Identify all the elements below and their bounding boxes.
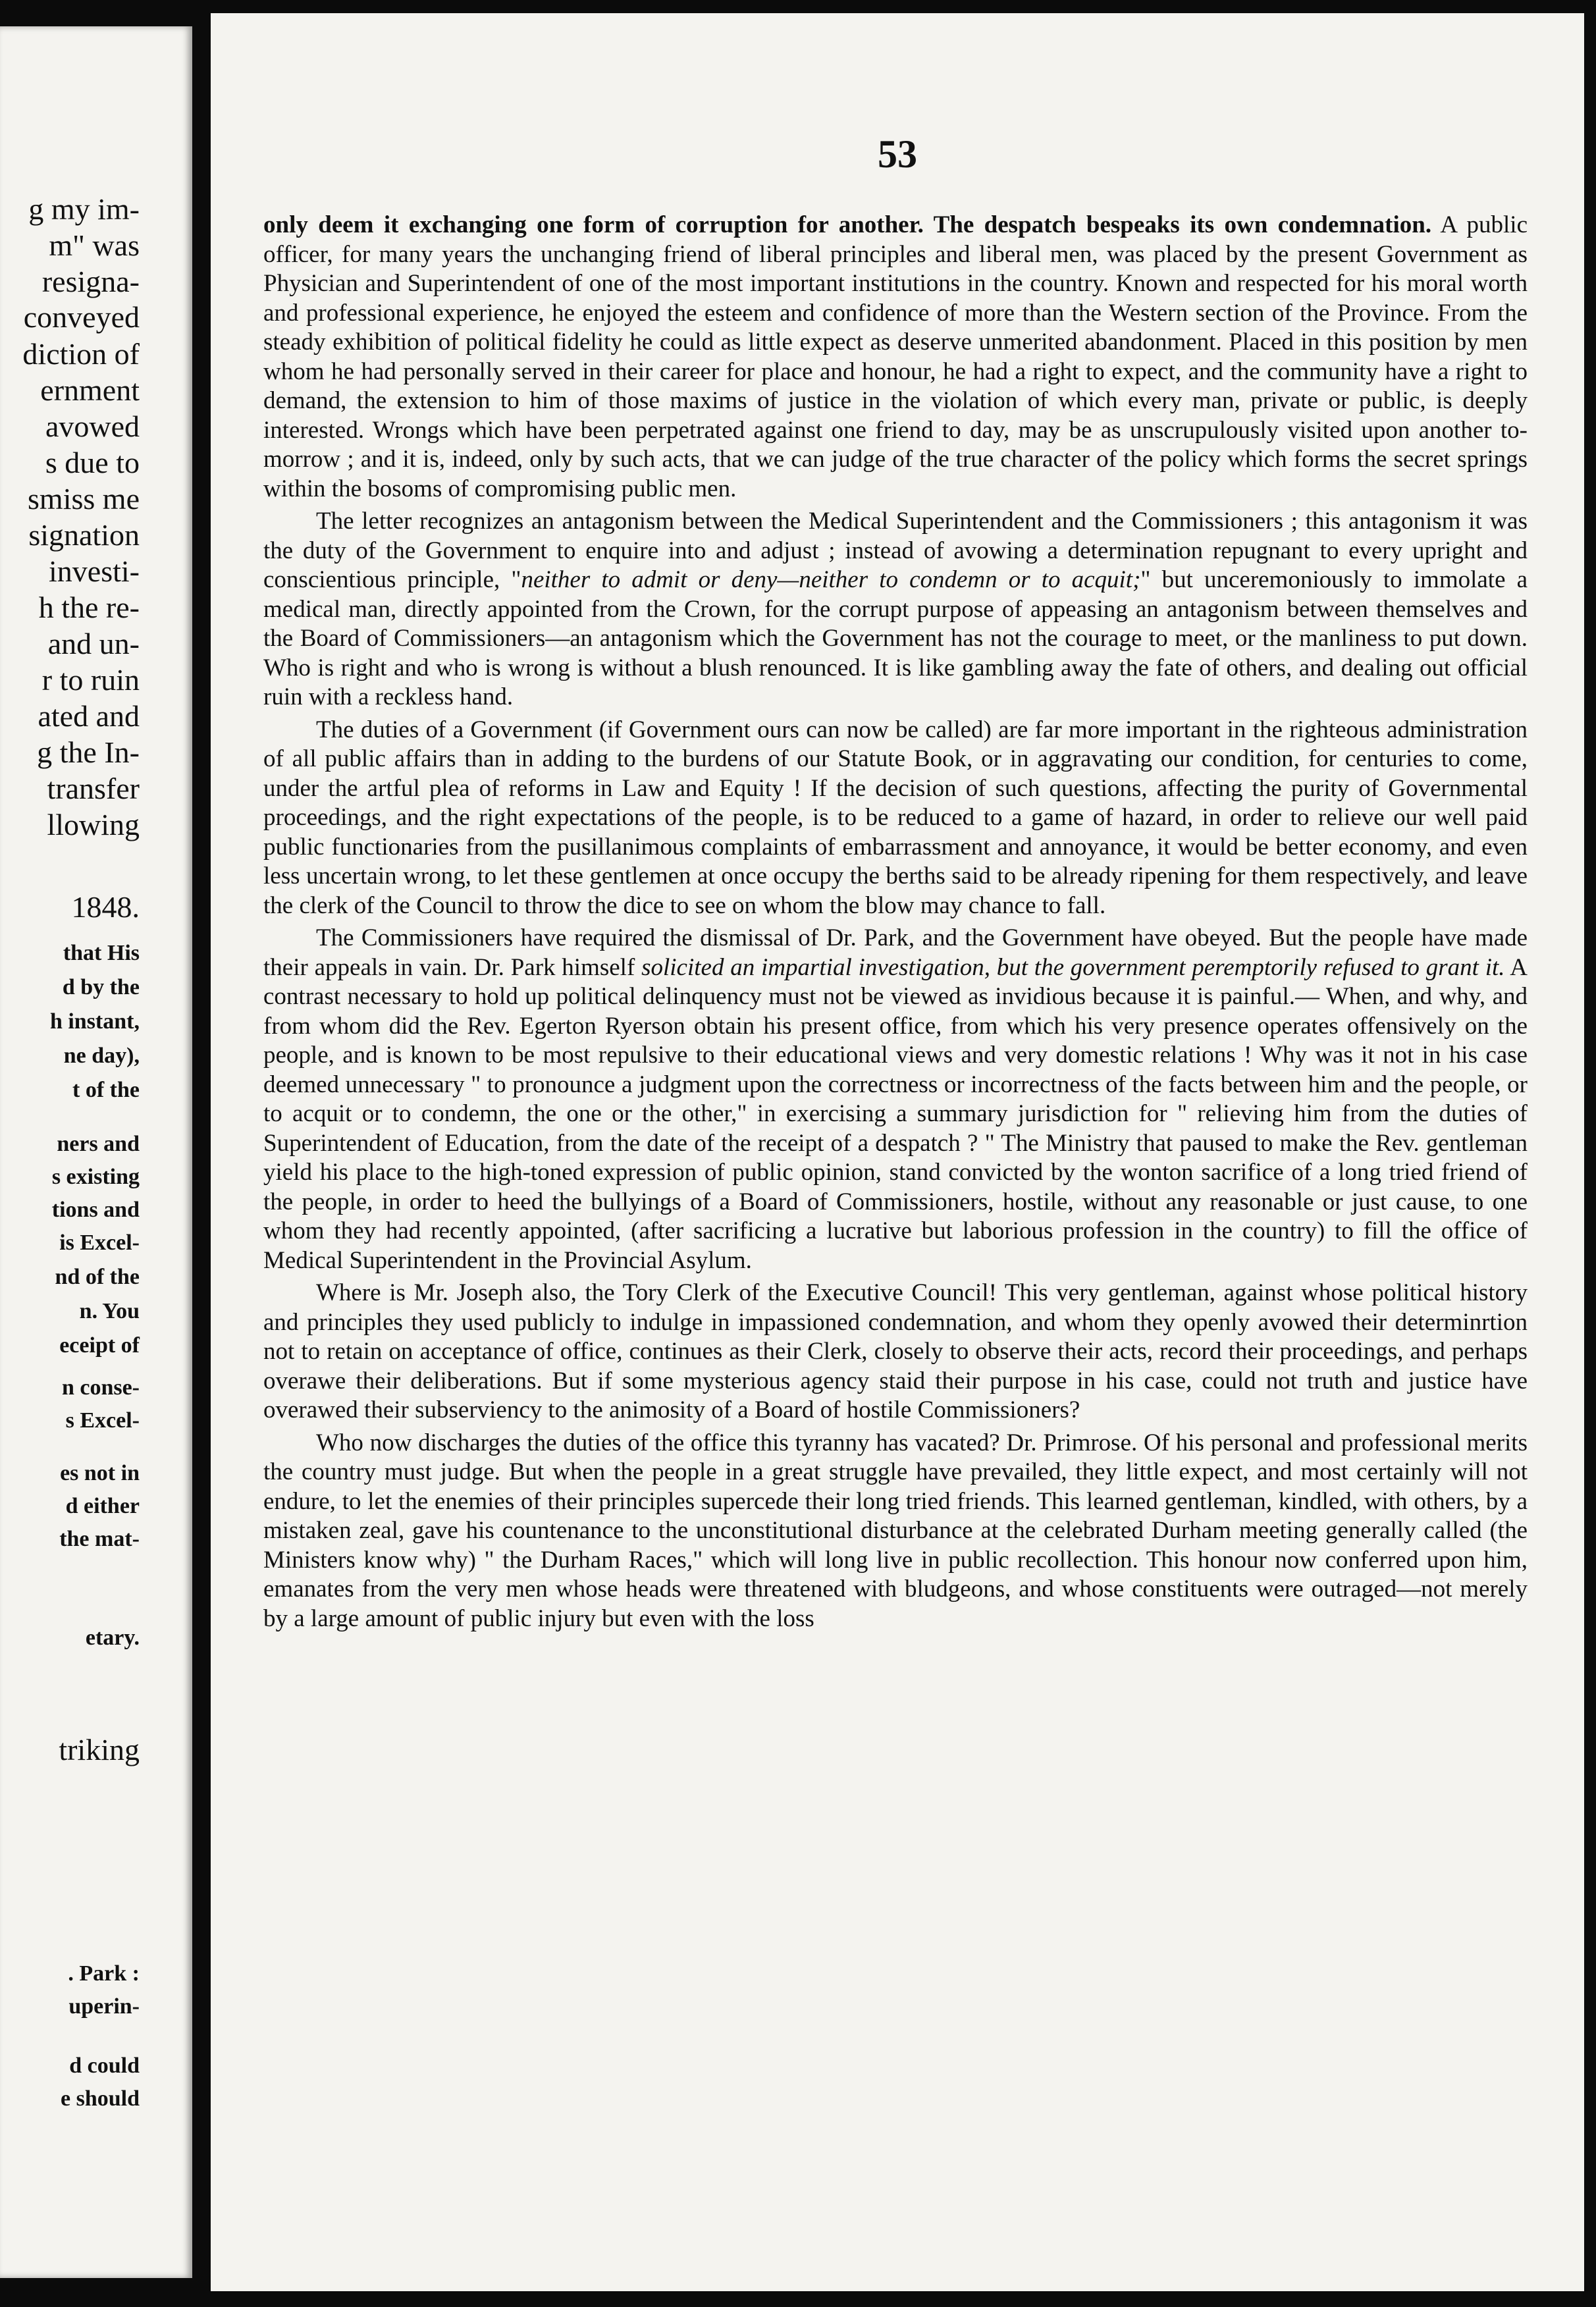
left-page-text-line: d could [69, 2054, 140, 2078]
text-run: neither to admit or deny—neither to condemn or to acquit; [521, 566, 1141, 593]
left-page-text-line: eceipt of [59, 1333, 140, 1358]
left-page-text-line: conveyed [23, 300, 140, 334]
left-page-text-line: d by the [62, 975, 140, 999]
text-run: solicited an impartial investigation, but the government peremptorily refused to grant it. [641, 953, 1505, 981]
left-page-text-line: 1848. [71, 890, 140, 924]
paragraph [263, 1429, 1528, 1634]
paragraph [263, 211, 1528, 504]
left-page-text-line: is Excel- [59, 1231, 140, 1255]
left-page-text-line: diction of [22, 337, 140, 371]
left-page-text-line: and un- [47, 627, 140, 660]
left-page-text-line: ners and [57, 1132, 140, 1156]
left-page-text-line: s existing [51, 1165, 140, 1189]
left-page-text-line: that His [63, 941, 140, 965]
paragraph [263, 507, 1528, 712]
left-page-text-line: g the In- [37, 735, 140, 769]
left-page-text-line: s Excel- [65, 1408, 140, 1433]
text-run: The Commissioners have required the dismissal of Dr. Park, and the Government have obeyed. But the people have made their appeals in vain. Dr. Park himself [263, 924, 1528, 981]
left-page-text-line: ne day), [63, 1044, 140, 1068]
left-page-text-line: . Park : [68, 1961, 140, 1986]
left-page-text-line: t of the [72, 1078, 140, 1102]
left-page-fragment [0, 26, 192, 2278]
left-page-text-line: ernment [40, 373, 140, 407]
paragraph [263, 716, 1528, 921]
left-page-text-line: n conse- [61, 1375, 140, 1400]
left-page-text-line: triking [59, 1733, 140, 1766]
text-run: " but unceremoniously to immolate a medical man, directly appointed from the Crown, for the corrupt purpose of appeasing an antagonism between themselves and the Board of Commissioners—an antagonism which the Government has not the courage to meet, or the manliness to put down. Who is right and who is wrong is without a blush renounced. It is like gambling away the fate of others, and dealing out official ruin with a reckless hand. [263, 566, 1528, 710]
left-page-text-line: etary. [85, 1626, 140, 1650]
left-page-text-line: d either [65, 1494, 140, 1518]
left-page-text-line: transfer [47, 772, 140, 805]
document-page [211, 13, 1584, 2291]
paragraph [263, 924, 1528, 1275]
left-page-text-line: es not in [60, 1461, 140, 1485]
left-page-text-line: the mat- [59, 1527, 140, 1551]
text-run: Where is Mr. Joseph also, the Tory Clerk of the Executive Council! This very gentleman, against whose political history and principles they used publicly to indulge in impassioned condemnation, and whom they openly avowed their determinrtion not to retain on acceptance of office, continues as their Clerk, closely to observe their acts, record their proceedings, and perhaps overawe their deliberations. But if some mysterious agency staid their purpose in his case, could not truth and justice have overawed their subserviency to the animosity of a Board of hostile Commissioners? [263, 1279, 1528, 1423]
left-page-text-line: h instant, [49, 1009, 140, 1034]
page-number: 53 [878, 132, 917, 176]
left-page-text-line: ated and [38, 699, 140, 733]
left-page-text-line: nd of the [55, 1265, 140, 1289]
left-page-text-line: s due to [45, 446, 140, 479]
left-page-text-line: r to ruin [41, 663, 140, 697]
left-page-text-line: smiss me [28, 482, 140, 516]
text-run: Who now discharges the duties of the office this tyranny has vacated? Dr. Primrose. Of his personal and professional merits the country must judge. But when the people in a great struggle have prevailed, they little expect, and most certainly will not endure, to let the enemies of their principles supercede their long tried friends. This learned gentleman, kindled, with others, by a mistaken zeal, gave his countenance to the unconstitutional disturbance at the celebrated Durham meeting generally called (the Ministers know why) " the Durham Races," which will long live in public recollection. This honour now conferred upon him, emanates from the very men whose heads were threatened with bludgeons, and whose constituents were outraged—not merely by a large amount of public injury but even with the loss [263, 1429, 1528, 1632]
body-text [263, 211, 1528, 1637]
left-page-text-line: m" was [49, 228, 140, 262]
left-page-text-line: tions and [51, 1198, 140, 1222]
left-page-text-line: investi- [49, 554, 140, 588]
left-page-text-line: h the re- [38, 591, 140, 624]
left-page-text-line: avowed [45, 410, 140, 443]
left-page-text-line: signation [28, 518, 140, 552]
text-run: only deem it exchanging one form of corruption for another. The despatch bespeaks its own condemnation. [263, 211, 1432, 238]
left-page-text-line: resigna- [41, 265, 140, 298]
left-page-text-line: n. You [79, 1299, 140, 1323]
text-run: The letter recognizes an antagonism between the Medical Superintendent and the Commissioners ; this antagonism it was the duty of the Government to enquire into and adjust ; instead of avowing a determination repugnant to every upright and conscientious principle, " [263, 508, 1528, 593]
text-run: A contrast necessary to hold up political delinquency must not be viewed as invidious because it is painful.— When, and why, and from whom did the Rev. Egerton Ryerson obtain his present office, from which his very presence operates offensively on the people, and is known to be most repulsive to their educational views and very domestic relations ! Why was it not in his case deemed unnecessary " to pronounce a judgment upon the correctness or incorrectness of the facts between him and the people, or to acquit or to condemn, the one or the other," in exercising a summary jurisdiction for " relieving him from the duties of Superintendent of Education, from the date of the receipt of a despatch ? " The Ministry that paused to make the Rev. gentleman yield his place to the high-toned expression of public opinion, stand convicted by the wonton sacrifice of a long tried friend of the people, in order to heed the bullyings of a Board of Commissioners, hostile, without any reasonable or just cause, to one whom they had recently appointed, (after sacrificing a lucrative but laborious profession in the country) to fill the office of Medical Superintendent in the Provincial Asylum. [263, 953, 1528, 1274]
left-page-text-line: llowing [47, 808, 140, 841]
left-page-text-line: e should [61, 2086, 140, 2111]
paragraph [263, 1279, 1528, 1425]
text-run: A public officer, for many years the unchanging friend of liberal principles and liberal men, was placed by the present Government as Physician and Superintendent of one of the most important institutions in the country. Known and respected for his moral worth and professional experience, he enjoyed the esteem and confidence of more than the Western section of the Province. From the steady exhibition of political fidelity he could as little expect as deserve unmerited abandonment. Placed in this position by men whom he had personally served in their career for place and honour, he had a right to expect, and the community have a right to demand, the extension to him of those maxims of justice in the violation of which every man, private or public, is deeply interested. Wrongs which have been perpetrated against one friend to day, may be as unscrupulously visited upon another to-morrow ; and it is, indeed, only by such acts, that we can judge of the true character of the policy which forms the secret springs within the bosoms of compromising public men. [263, 211, 1528, 502]
text-run: The duties of a Government (if Government ours can now be called) are far more important in the righteous administration of all public affairs than in adding to the burdens of our Statute Book, or in aggravating our condition, for centuries to come, under the artful plea of reforms in Law and Equity ! If the decision of such questions, affecting the purity of Governmental proceedings, and the right expectations of the people, is to be reduced to a game of hazard, in order to relieve our well paid public functionaries from the pusillanimous complaints of embarrassment and annoyance, it would be better economy, and even less uncertain wrong, to let these gentlemen at once occupy the berths said to be already ripening for them respectively, and leave the clerk of the Council to throw the dice to see on whom the blow may chance to fall. [263, 716, 1528, 919]
left-page-text-line: g my im- [28, 192, 140, 226]
left-page-text-line: uperin- [68, 1994, 140, 2019]
